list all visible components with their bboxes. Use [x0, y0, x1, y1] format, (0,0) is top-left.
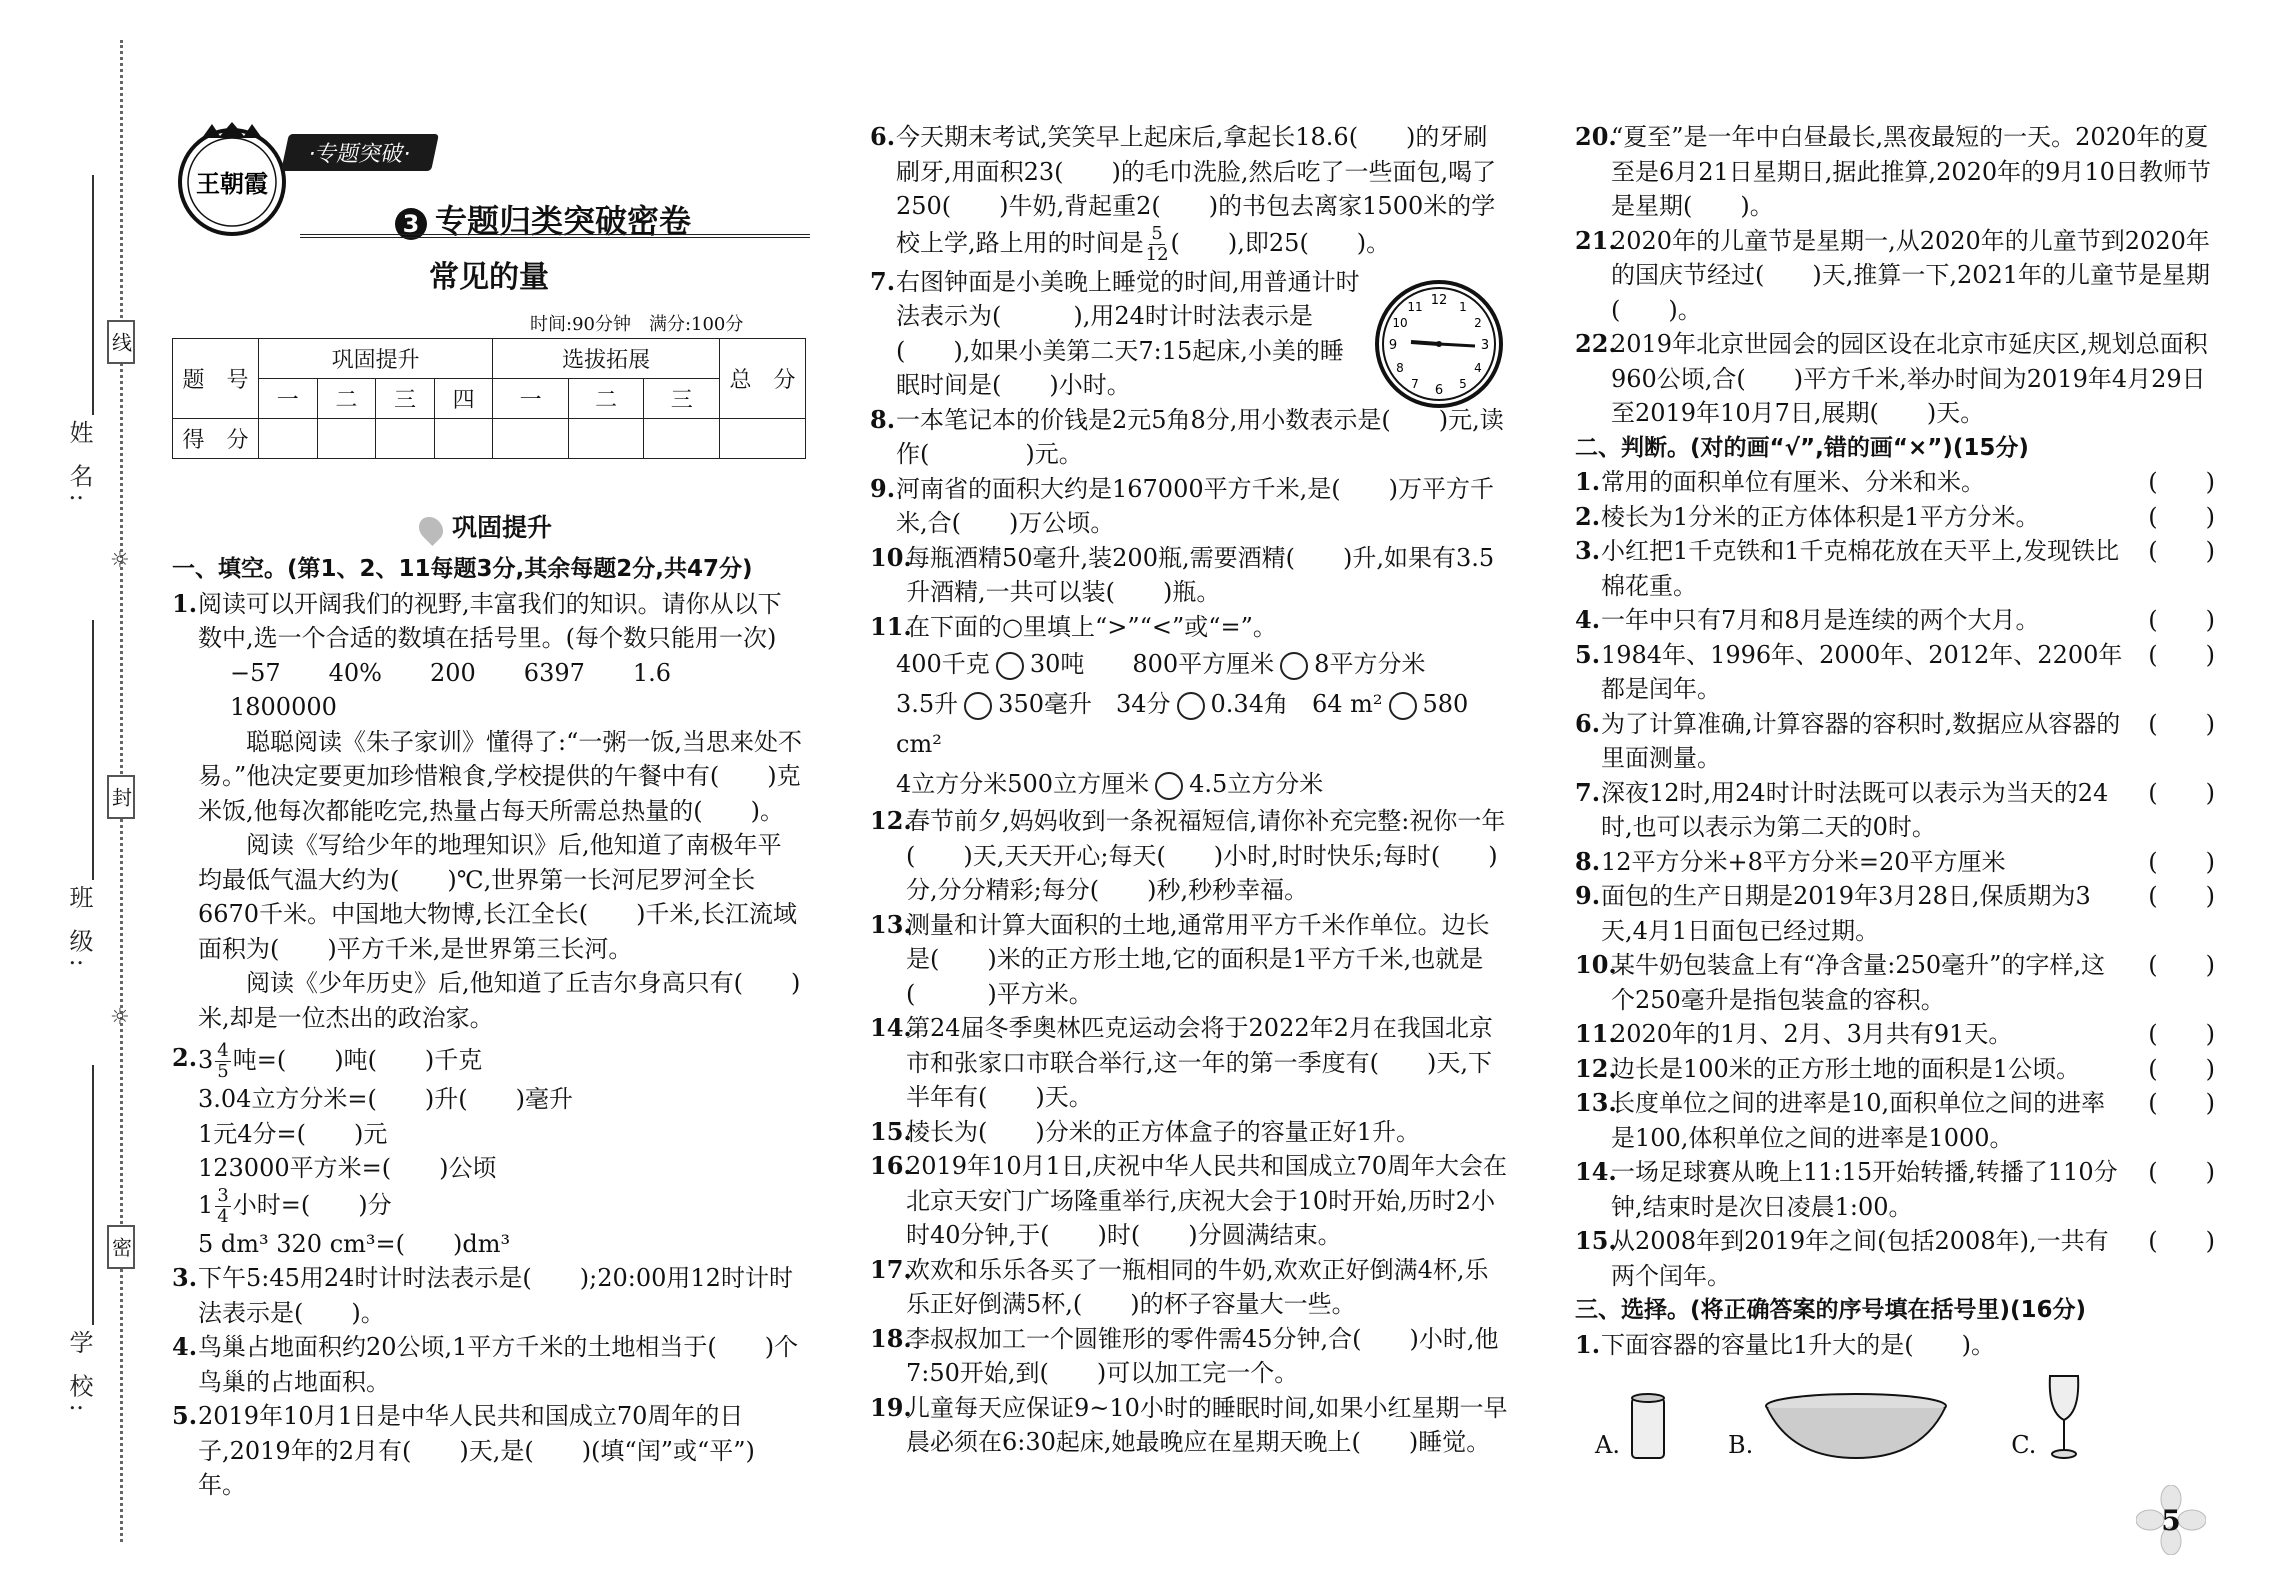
q2-line: 1元4分=( )元 [198, 1119, 388, 1148]
svg-text:8: 8 [1396, 361, 1404, 375]
can-icon [1628, 1392, 1668, 1462]
judge-text: 面包的生产日期是2019年3月28日,保质期为3天,4月1日面包已经过期。 [1601, 882, 2091, 945]
question-number: 1. [1575, 1329, 1601, 1359]
publisher-logo [172, 120, 302, 240]
question-number: 16. [870, 1151, 912, 1180]
judge-text: 2020年的1月、2月、3月共有91天。 [1611, 1020, 2013, 1048]
name-field-line [92, 175, 94, 415]
compare-circle[interactable] [964, 692, 992, 720]
question-text: 一本笔记本的价钱是2元5角8分,用小数表示是( )元,读作( )元。 [896, 405, 1504, 468]
judge-text: 长度单位之间的进率是10,面积单位之间的进率是100,体积单位之间的进率是1000。 [1611, 1089, 2106, 1152]
judge-item [1575, 948, 2215, 1017]
question-number: 22. [1575, 329, 1617, 358]
compare-text: 30吨 800平方厘米 [1029, 650, 1275, 678]
svg-text:11: 11 [1407, 300, 1423, 314]
score-cell[interactable] [568, 419, 644, 459]
answer-blank[interactable]: ( ) [2148, 709, 2215, 738]
question-number: 7. [870, 266, 896, 296]
judge-text: 一年中只有7月和8月是连续的两个大月。 [1601, 606, 2040, 634]
score-cell[interactable] [493, 419, 569, 459]
column-3 [1575, 120, 2215, 1462]
judge-text: 边长是100米的正方形土地的面积是1公顷。 [1611, 1054, 2081, 1083]
question-21 [1575, 224, 2215, 328]
question-number: 2. [1575, 501, 1601, 531]
judge-list [1575, 465, 2215, 1293]
svg-text:6: 6 [1434, 383, 1444, 398]
compare-text: 3.5升 [896, 690, 959, 718]
compare-circle[interactable] [1280, 652, 1308, 680]
answer-blank[interactable]: ( ) [2148, 1089, 2215, 1117]
page-number [2136, 1485, 2206, 1555]
question-number: 4. [1575, 605, 1601, 634]
question-17 [870, 1253, 1510, 1322]
question-text: 每瓶酒精50毫升,装200瓶,需要酒精( )升,如果有3.5升酒精,一共可以装( )瓶。 [906, 543, 1495, 606]
answer-blank[interactable]: ( ) [2148, 606, 2215, 634]
compare-row [870, 764, 1510, 804]
answer-blank[interactable]: ( ) [2148, 1054, 2215, 1083]
question-number: 17. [870, 1254, 912, 1284]
judge-item [1575, 1155, 2215, 1224]
question-text: 欢欢和乐乐各买了一瓶相同的牛奶,欢欢正好倒满4杯,乐乐正好倒满5杯,( )的杯子容量大一些。 [906, 1255, 1489, 1318]
question-text: 阅读可以开阔我们的视野,丰富我们的知识。请你从以下数中,选一个合适的数填在括号里。(每个数只能用一次) [198, 589, 782, 652]
question-1 [172, 587, 802, 656]
judge-text: 为了计算准确,计算容器的容积时,数据应从容器的里面测量。 [1601, 709, 2121, 772]
judge-item [1575, 879, 2215, 948]
question-text: 2019年10月1日是中华人民共和国成立70周年的日子,2019年的2月有( )天,是( )(填“闰”或“平”)年。 [198, 1402, 755, 1499]
question-number: 10. [870, 542, 912, 572]
question-text: 2019年北京世园会的园区设在北京市延庆区,规划总面积960公顷,合( )平方千米,举办时间为2019年4月29日至2019年10月7日,展期( )天。 [1611, 330, 2208, 427]
answer-blank[interactable]: ( ) [2148, 778, 2215, 807]
question-number: 8. [870, 404, 896, 434]
question-number: 15. [1575, 1226, 1617, 1255]
score-row-label: 得 分 [173, 419, 259, 459]
binding-mark-seal: 封 [107, 775, 135, 819]
q2-line-text: 小时=( )分 [232, 1190, 392, 1219]
section-judge-heading: 二、判断。(对的画“√”,错的画“×”)(15分) [1575, 434, 2029, 461]
paper-number: 3 [395, 208, 427, 240]
compare-text: 8平方分米 [1314, 650, 1426, 678]
question-number: 19. [870, 1392, 912, 1422]
question-number: 13. [870, 909, 912, 939]
question-11 [870, 610, 1510, 645]
question-22 [1575, 327, 2215, 431]
compare-row [870, 684, 1510, 764]
mixed-number: 3 $\frac{4}{5}$ [198, 1040, 229, 1082]
question-number: 18. [870, 1323, 912, 1353]
question-number: 5. [1575, 639, 1601, 669]
question-number: 11. [870, 611, 912, 641]
class-label: 班 级: [65, 885, 93, 973]
svg-text:12: 12 [1430, 293, 1448, 308]
title-rule [300, 234, 810, 238]
answer-blank[interactable]: ( ) [2148, 502, 2215, 531]
svg-text:3: 3 [1480, 338, 1490, 353]
question-number: 11. [1575, 1019, 1617, 1048]
judge-text: 棱长为1分米的正方体体积是1平方分米。 [1601, 502, 2040, 531]
judge-text: 从2008年到2019年之间(包括2008年),一共有两个闰年。 [1611, 1227, 2109, 1290]
compare-circle[interactable] [996, 652, 1024, 680]
svg-text:5: 5 [1459, 377, 1467, 391]
question-14 [870, 1011, 1510, 1115]
binding-strip [0, 0, 150, 1582]
option-label: B. [1727, 1430, 1754, 1459]
choice-options [1575, 1372, 2215, 1462]
section-badge: 巩固提升 [420, 508, 552, 544]
question-number: 2. [172, 1043, 198, 1072]
question-15 [870, 1115, 1510, 1150]
topic-badge: ·专题突破· [281, 134, 439, 171]
judge-text: 12平方分米+8平方分米=20平方厘米 [1601, 847, 2006, 876]
judge-text: 深夜12时,用24时计时法既可以表示为当天的24时,也可以表示为第二天的0时。 [1601, 778, 2109, 841]
question-text: 2019年10月1日,庆祝中华人民共和国成立70周年大会在北京天安门广场隆重举行,庆祝大会于10时开始,历时2小时40分钟,于( )时( )分圆满结束。 [906, 1152, 1508, 1249]
question-number: 8. [1575, 846, 1601, 876]
score-col: 一 [259, 379, 318, 419]
judge-item [1575, 1224, 2215, 1293]
option-c[interactable] [2011, 1372, 2084, 1462]
question-number: 4. [172, 1332, 198, 1361]
section-fill-blank-heading: 一、填空。(第1、2、11每题3分,其余每题2分,共47分) [172, 556, 753, 582]
score-table [172, 338, 806, 459]
question-number: 12. [870, 806, 912, 835]
question-16 [870, 1149, 1510, 1253]
question-text: “夏至”是一年中白昼最长,黑夜最短的一天。2020年的夏至是6月21日星期日,据此推算,2020年的9月10日教师节是星期( )。 [1611, 123, 2211, 220]
answer-blank[interactable]: ( ) [2148, 882, 2215, 910]
score-group-2: 选拔拓展 [493, 339, 720, 379]
q2-line: 3.04立方分米=( )升( )毫升 [198, 1085, 573, 1113]
answer-blank[interactable]: ( ) [2148, 640, 2215, 669]
choice-question-1 [1575, 1328, 2215, 1363]
question-5 [172, 1399, 802, 1503]
question-number: 9. [870, 473, 896, 503]
compare-text: 4.5立方分米 [1189, 770, 1324, 798]
name-label: 姓 名: [65, 420, 93, 508]
page-number-text: 5 [2161, 1503, 2181, 1537]
question-text: 下午5:45用24时计时法表示是( );20:00用12时计时法表示是( )。 [198, 1264, 793, 1327]
judge-text: 1984年、1996年、2000年、2012年、2200年都是闰年。 [1601, 640, 2123, 703]
question-text: 在下面的○里填上“>”“<”或“=”。 [906, 612, 1277, 641]
compare-circle[interactable] [1389, 692, 1417, 720]
question-number: 12. [1575, 1053, 1617, 1083]
question-number: 14. [870, 1013, 912, 1042]
score-col: 二 [317, 379, 376, 419]
answer-blank[interactable]: ( ) [2148, 468, 2215, 496]
compare-circle[interactable] [1177, 692, 1205, 720]
paper-title-text: 专题归类突破密卷 [435, 202, 692, 240]
fraction: $\frac{5}{12}$ [1145, 222, 1169, 265]
option-label: A. [1595, 1430, 1620, 1459]
svg-text:9: 9 [1388, 338, 1398, 353]
compare-text: 350毫升 34分 [998, 690, 1171, 718]
school-field-line [92, 1065, 94, 1325]
judge-item [1575, 465, 2215, 500]
question-number: 9. [1575, 881, 1601, 910]
question-text: 春节前夕,妈妈收到一条祝福短信,请你补充完整:祝你一年( )天,天天开心;每天( )小时,时时快乐;每时( )分,分分精彩;每分( )秒,秒秒幸福。 [906, 807, 1506, 904]
question-text: 鸟巢占地面积约20公顷,1平方千米的土地相当于( )个鸟巢的占地面积。 [198, 1333, 799, 1396]
question-19 [870, 1391, 1510, 1460]
paper-subtitle: 常见的量 [429, 260, 549, 295]
score-total-heading: 总 分 [720, 339, 806, 419]
question-text: 儿童每天应保证9~10小时的睡眠时间,如果小红星期一早晨必须在6:30起床,她最晚应在星期天晚上( )睡觉。 [906, 1393, 1508, 1456]
score-cell[interactable] [376, 419, 435, 459]
question-text: 棱长为( )分米的正方体盒子的容量正好1升。 [906, 1117, 1420, 1146]
judge-item [1575, 1017, 2215, 1052]
score-col: 三 [376, 379, 435, 419]
compare-text: 4立方分米500立方厘米 [896, 770, 1150, 798]
sun-icon: ☼ [110, 548, 130, 573]
judge-item [1575, 707, 2215, 776]
question-6 [870, 120, 1510, 265]
judge-text: 某牛奶包装盒上有“净含量:250毫升”的字样,这个250毫升是指包装盒的容积。 [1611, 951, 2106, 1014]
compare-circle[interactable] [1155, 772, 1183, 800]
question-12 [870, 804, 1510, 908]
question-number: 6. [870, 122, 896, 151]
question-number: 10. [1575, 950, 1617, 979]
question-13 [870, 908, 1510, 1012]
score-col: 二 [568, 379, 644, 419]
basin-icon [1761, 1392, 1951, 1462]
q1-paragraph-2: 阅读《写给少年的地理知识》后,他知道了南极年平均最低气温大约为( )℃,世界第一长河尼罗河全长6670千米。中国地大物博,长江全长( )千米,长江流域面积为( )平方千米,是世界第三长河。 [198, 831, 798, 963]
judge-text: 一场足球赛从晚上11:15开始转播,转播了110分钟,结束时是次日凌晨1:00。 [1611, 1158, 2118, 1221]
q1-paragraph-3: 阅读《少年历史》后,他知道了丘吉尔身高只有( )米,却是一位杰出的政治家。 [198, 969, 801, 1032]
compare-text: 0.34角 64 m² [1210, 690, 1383, 718]
binding-mark-line: 线 [107, 320, 135, 364]
svg-text:10: 10 [1392, 316, 1408, 330]
question-number: 14. [1575, 1157, 1617, 1186]
answer-blank[interactable]: ( ) [2148, 1227, 2215, 1255]
score-cell[interactable] [259, 419, 318, 459]
column-1 [172, 552, 802, 1503]
question-text: 右图钟面是小美晚上睡觉的时间,用普通计时法表示为( ),用24时计时法表示是( ),如果小美第二天7:15起床,小美的睡眠时间是( )小时。 [896, 267, 1360, 399]
option-a[interactable] [1595, 1392, 1668, 1462]
question-number: 7. [1575, 777, 1601, 807]
question-18 [870, 1322, 1510, 1391]
score-col: 一 [493, 379, 569, 419]
question-4 [172, 1330, 802, 1399]
judge-item [1575, 1086, 2215, 1155]
question-9 [870, 472, 1510, 541]
compare-row [870, 644, 1510, 684]
question-8 [870, 403, 1510, 472]
mixed-number: 1 $\frac{3}{4}$ [198, 1184, 229, 1227]
question-text: 河南省的面积大约是167000平方千米,是( )万平方千米,合( )万公顷。 [896, 474, 1494, 537]
option-b[interactable] [1728, 1392, 1951, 1462]
question-number: 6. [1575, 708, 1601, 738]
judge-item [1575, 534, 2215, 603]
question-number: 20. [1575, 122, 1617, 151]
compare-text: 400千克 [896, 650, 990, 678]
question-number: 5. [172, 1401, 198, 1430]
question-text: 吨=( )吨( )千克 [232, 1046, 483, 1074]
question-3 [172, 1261, 802, 1330]
score-col: 四 [434, 379, 493, 419]
question-text: 第24届冬季奥林匹克运动会将于2022年2月在我国北京市和张家口市联合举行,这一年的第一季度有( )天,下半年有( )天。 [906, 1014, 1493, 1111]
clock-face-illustration [1375, 280, 1503, 408]
q1-paragraph-1: 聪聪阅读《朱子家训》懂得了:“一粥一饭,当思来处不易。”他决定要更加珍惜粮食,学校提供的午餐中有( )克米饭,他每次都能吃完,热量占每天所需总热量的( )。 [198, 727, 802, 825]
option-label: C. [2011, 1430, 2037, 1459]
judge-text: 小红把1千克铁和1千克棉花放在天平上,发现铁比棉花重。 [1601, 537, 2120, 600]
score-cell[interactable] [720, 419, 806, 459]
question-text: 李叔叔加工一个圆锥形的零件需45分钟,合( )小时,他7:50开始,到( )可以加工完一个。 [906, 1324, 1499, 1387]
judge-item [1575, 845, 2215, 880]
question-number: 3. [1575, 536, 1601, 565]
judge-item [1575, 500, 2215, 535]
judge-text: 常用的面积单位有厘米、分米和米。 [1601, 468, 1985, 496]
judge-item [1575, 603, 2215, 638]
question-number: 1. [172, 588, 198, 618]
question-text: 测量和计算大面积的土地,通常用平方千米作单位。边长是( )米的正方形土地,它的面积是1平方千米,也就是( )平方米。 [906, 910, 1490, 1008]
question-2 [172, 1041, 802, 1082]
answer-blank[interactable]: ( ) [2148, 537, 2215, 565]
sun-icon: ☼ [110, 1005, 130, 1030]
score-cell[interactable] [317, 419, 376, 459]
section-choice-heading: 三、选择。(将正确答案的序号填在括号里)(16分) [1575, 1297, 2087, 1323]
question-text: 下面容器的容量比1升大的是( )。 [1601, 1330, 1995, 1359]
svg-text:7: 7 [1411, 377, 1419, 391]
wine-glass-icon [2044, 1372, 2084, 1462]
class-field-line [92, 620, 94, 880]
question-number: 15. [870, 1116, 912, 1146]
q2-line [172, 1186, 802, 1227]
question-number: 13. [1575, 1088, 1617, 1117]
answer-blank[interactable]: ( ) [2148, 1158, 2215, 1186]
answer-blank[interactable]: ( ) [2148, 1020, 2215, 1048]
time-info: 时间:90分钟 满分:100分 [530, 314, 744, 335]
question-number: 3. [172, 1263, 198, 1292]
score-group-1: 巩固提升 [259, 339, 493, 379]
judge-item [1575, 1052, 2215, 1087]
binding-mark-secret: 密 [107, 1225, 135, 1269]
answer-blank[interactable]: ( ) [2148, 951, 2215, 979]
score-cell[interactable] [434, 419, 493, 459]
question-number: 1. [1575, 467, 1601, 496]
score-col: 三 [644, 379, 720, 419]
svg-text:4: 4 [1474, 361, 1482, 375]
question-text: 今天期末考试,笑笑早上起床后,拿起长18.6( )的牙刷刷牙,用面积23( )的毛巾洗脸,然后吃了一些面包,喝了250( )牛奶,背起重2( )的书包去离家1500米的学校上学,路上用的时间是 [896, 123, 1497, 257]
question-20 [1575, 120, 2215, 224]
score-row-heading: 题 号 [173, 339, 259, 419]
number-choices: −57 40% 200 6397 1.6 1800000 [230, 658, 720, 721]
logo-text: 王朝霞 [196, 169, 268, 198]
score-cell[interactable] [644, 419, 720, 459]
answer-blank[interactable]: ( ) [2148, 847, 2215, 876]
q2-line: 5 dm³ 320 cm³=( )dm³ [198, 1229, 511, 1258]
svg-text:2: 2 [1474, 316, 1482, 330]
question-text: ( ),即25( )。 [1170, 228, 1391, 257]
compare-text: 580 cm² [896, 690, 1469, 758]
svg-text:1: 1 [1459, 300, 1467, 314]
question-number: 21. [1575, 225, 1617, 255]
judge-item [1575, 776, 2215, 845]
question-10 [870, 541, 1510, 610]
judge-item [1575, 638, 2215, 707]
q2-line: 123000平方米=( )公顷 [198, 1154, 497, 1182]
question-text: 2020年的儿童节是星期一,从2020年的儿童节到2020年的国庆节经过( )天,推算一下,2021年的儿童节是星期( )。 [1611, 226, 2211, 324]
school-label: 学 校: [65, 1330, 93, 1418]
